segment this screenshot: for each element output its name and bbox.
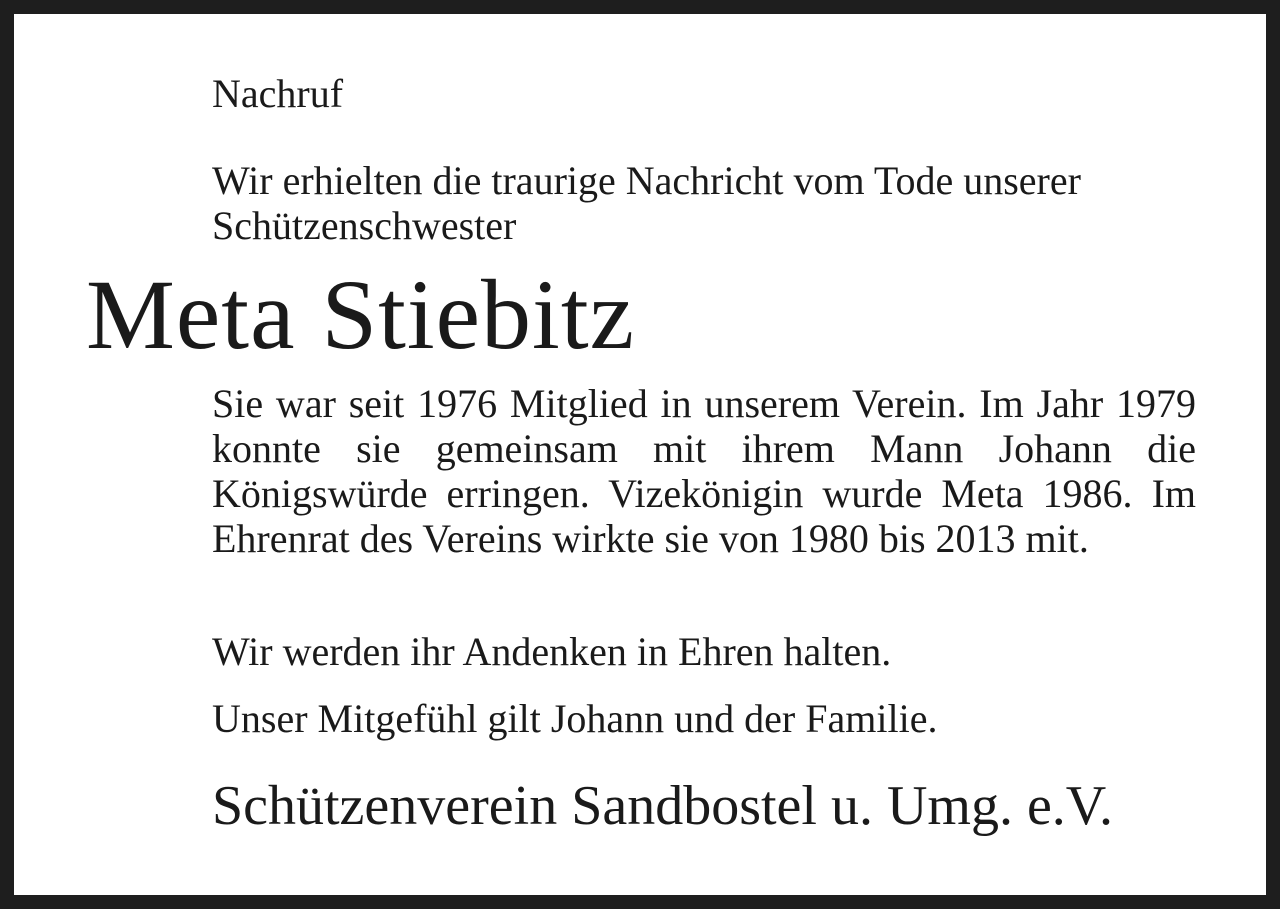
condolence-line: Unser Mitgefühl gilt Johann und der Familie. <box>212 696 938 741</box>
deceased-name: Meta Stiebitz <box>86 259 635 370</box>
intro-line: Wir erhielten die traurige Nachricht vom Tode unserer <box>212 158 1081 203</box>
intro-line: Schützenschwester <box>212 203 517 248</box>
obituary-notice <box>14 14 1266 895</box>
biography-paragraph: Sie war seit 1976 Mitglied in unserem Verein. Im Jahr 1979 konnte sie gemeinsam mit ihrem Mann Johann die Königswürde erringen. Vizekönigin wurde Meta 1986. Im Ehrenrat des Vereins wirkte sie von 1980 bis 2013 mit. <box>212 381 1196 561</box>
remembrance-line: Wir werden ihr Andenken in Ehren halten. <box>212 629 892 674</box>
intro-text <box>212 158 1196 248</box>
notice-heading: Nachruf <box>212 71 344 116</box>
club-signature: Schützenverein Sandbostel u. Umg. e.V. <box>212 775 1114 837</box>
